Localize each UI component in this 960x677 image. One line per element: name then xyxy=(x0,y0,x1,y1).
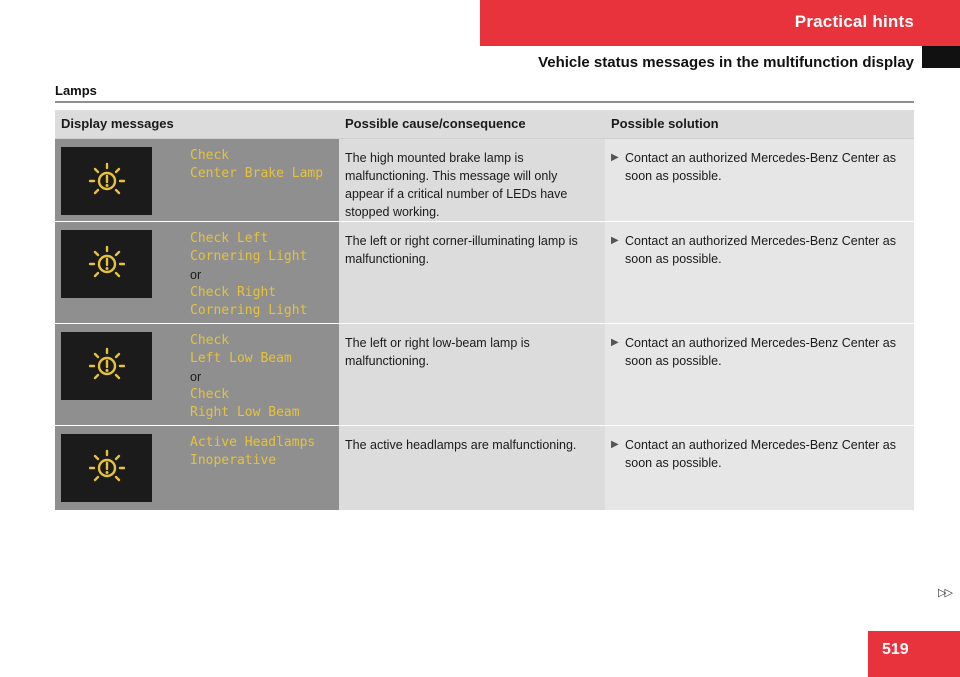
display-message-cell xyxy=(55,426,339,510)
arrow-bullet-icon: ▶ xyxy=(611,439,619,450)
table-header xyxy=(55,110,914,139)
section-heading: Lamps xyxy=(55,83,97,98)
lamp-fault-icon xyxy=(89,347,125,383)
lamp-fault-icon xyxy=(89,162,125,198)
display-message-cell xyxy=(55,139,339,221)
table-row xyxy=(55,139,914,222)
column-header-cause: Possible cause/consequence xyxy=(345,116,526,131)
display-message-cell xyxy=(55,222,339,323)
solution-cell: ▶ Contact an authorized Mercedes-Benz Center as soon as possible. xyxy=(605,222,914,323)
display-message-text: Check Left Cornering Light or Check Right Cornering Light xyxy=(190,231,308,318)
arrow-bullet-icon: ▶ xyxy=(611,337,619,348)
solution-cell: ▶ Contact an authorized Mercedes-Benz Center as soon as possible. xyxy=(605,324,914,425)
cause-cell: The left or right low-beam lamp is malfunctioning. xyxy=(339,324,605,425)
section-divider xyxy=(55,101,914,103)
arrow-bullet-icon: ▶ xyxy=(611,152,619,163)
display-message-text: Check Left Low Beam or Check Right Low Beam xyxy=(190,333,300,420)
cause-cell: The active headlamps are malfunctioning. xyxy=(339,426,605,510)
table-row xyxy=(55,324,914,426)
page-number: 519 xyxy=(882,641,909,658)
column-header-display-messages: Display messages xyxy=(61,116,174,131)
display-screen xyxy=(61,147,152,215)
chapter-banner xyxy=(480,0,960,46)
display-message-text: Active Headlamps Inoperative xyxy=(190,435,316,468)
lamp-fault-icon xyxy=(89,449,125,485)
lamps-table xyxy=(55,110,914,511)
page-subtitle: Vehicle status messages in the multifunction display xyxy=(538,54,914,71)
column-header-solution: Possible solution xyxy=(611,116,719,131)
display-screen xyxy=(61,332,152,400)
display-message-cell xyxy=(55,324,339,425)
continue-arrow-icon: ▷▷ xyxy=(938,587,951,599)
table-row xyxy=(55,426,914,511)
table-row xyxy=(55,222,914,324)
cause-cell: The left or right corner-illuminating lamp is malfunctioning. xyxy=(339,222,605,323)
display-screen xyxy=(61,434,152,502)
arrow-bullet-icon: ▶ xyxy=(611,235,619,246)
chapter-tab-marker xyxy=(922,46,960,68)
cause-cell: The high mounted brake lamp is malfunctioning. This message will only appear if a critical number of LEDs have stopped working. xyxy=(339,139,605,221)
solution-cell: ▶ Contact an authorized Mercedes-Benz Center as soon as possible. xyxy=(605,139,914,221)
lamp-fault-icon xyxy=(89,245,125,281)
chapter-title: Practical hints xyxy=(794,12,914,31)
solution-cell: ▶ Contact an authorized Mercedes-Benz Center as soon as possible. xyxy=(605,426,914,510)
display-message-text: Check Center Brake Lamp xyxy=(190,148,324,181)
display-screen xyxy=(61,230,152,298)
page-number-tab xyxy=(868,631,960,677)
